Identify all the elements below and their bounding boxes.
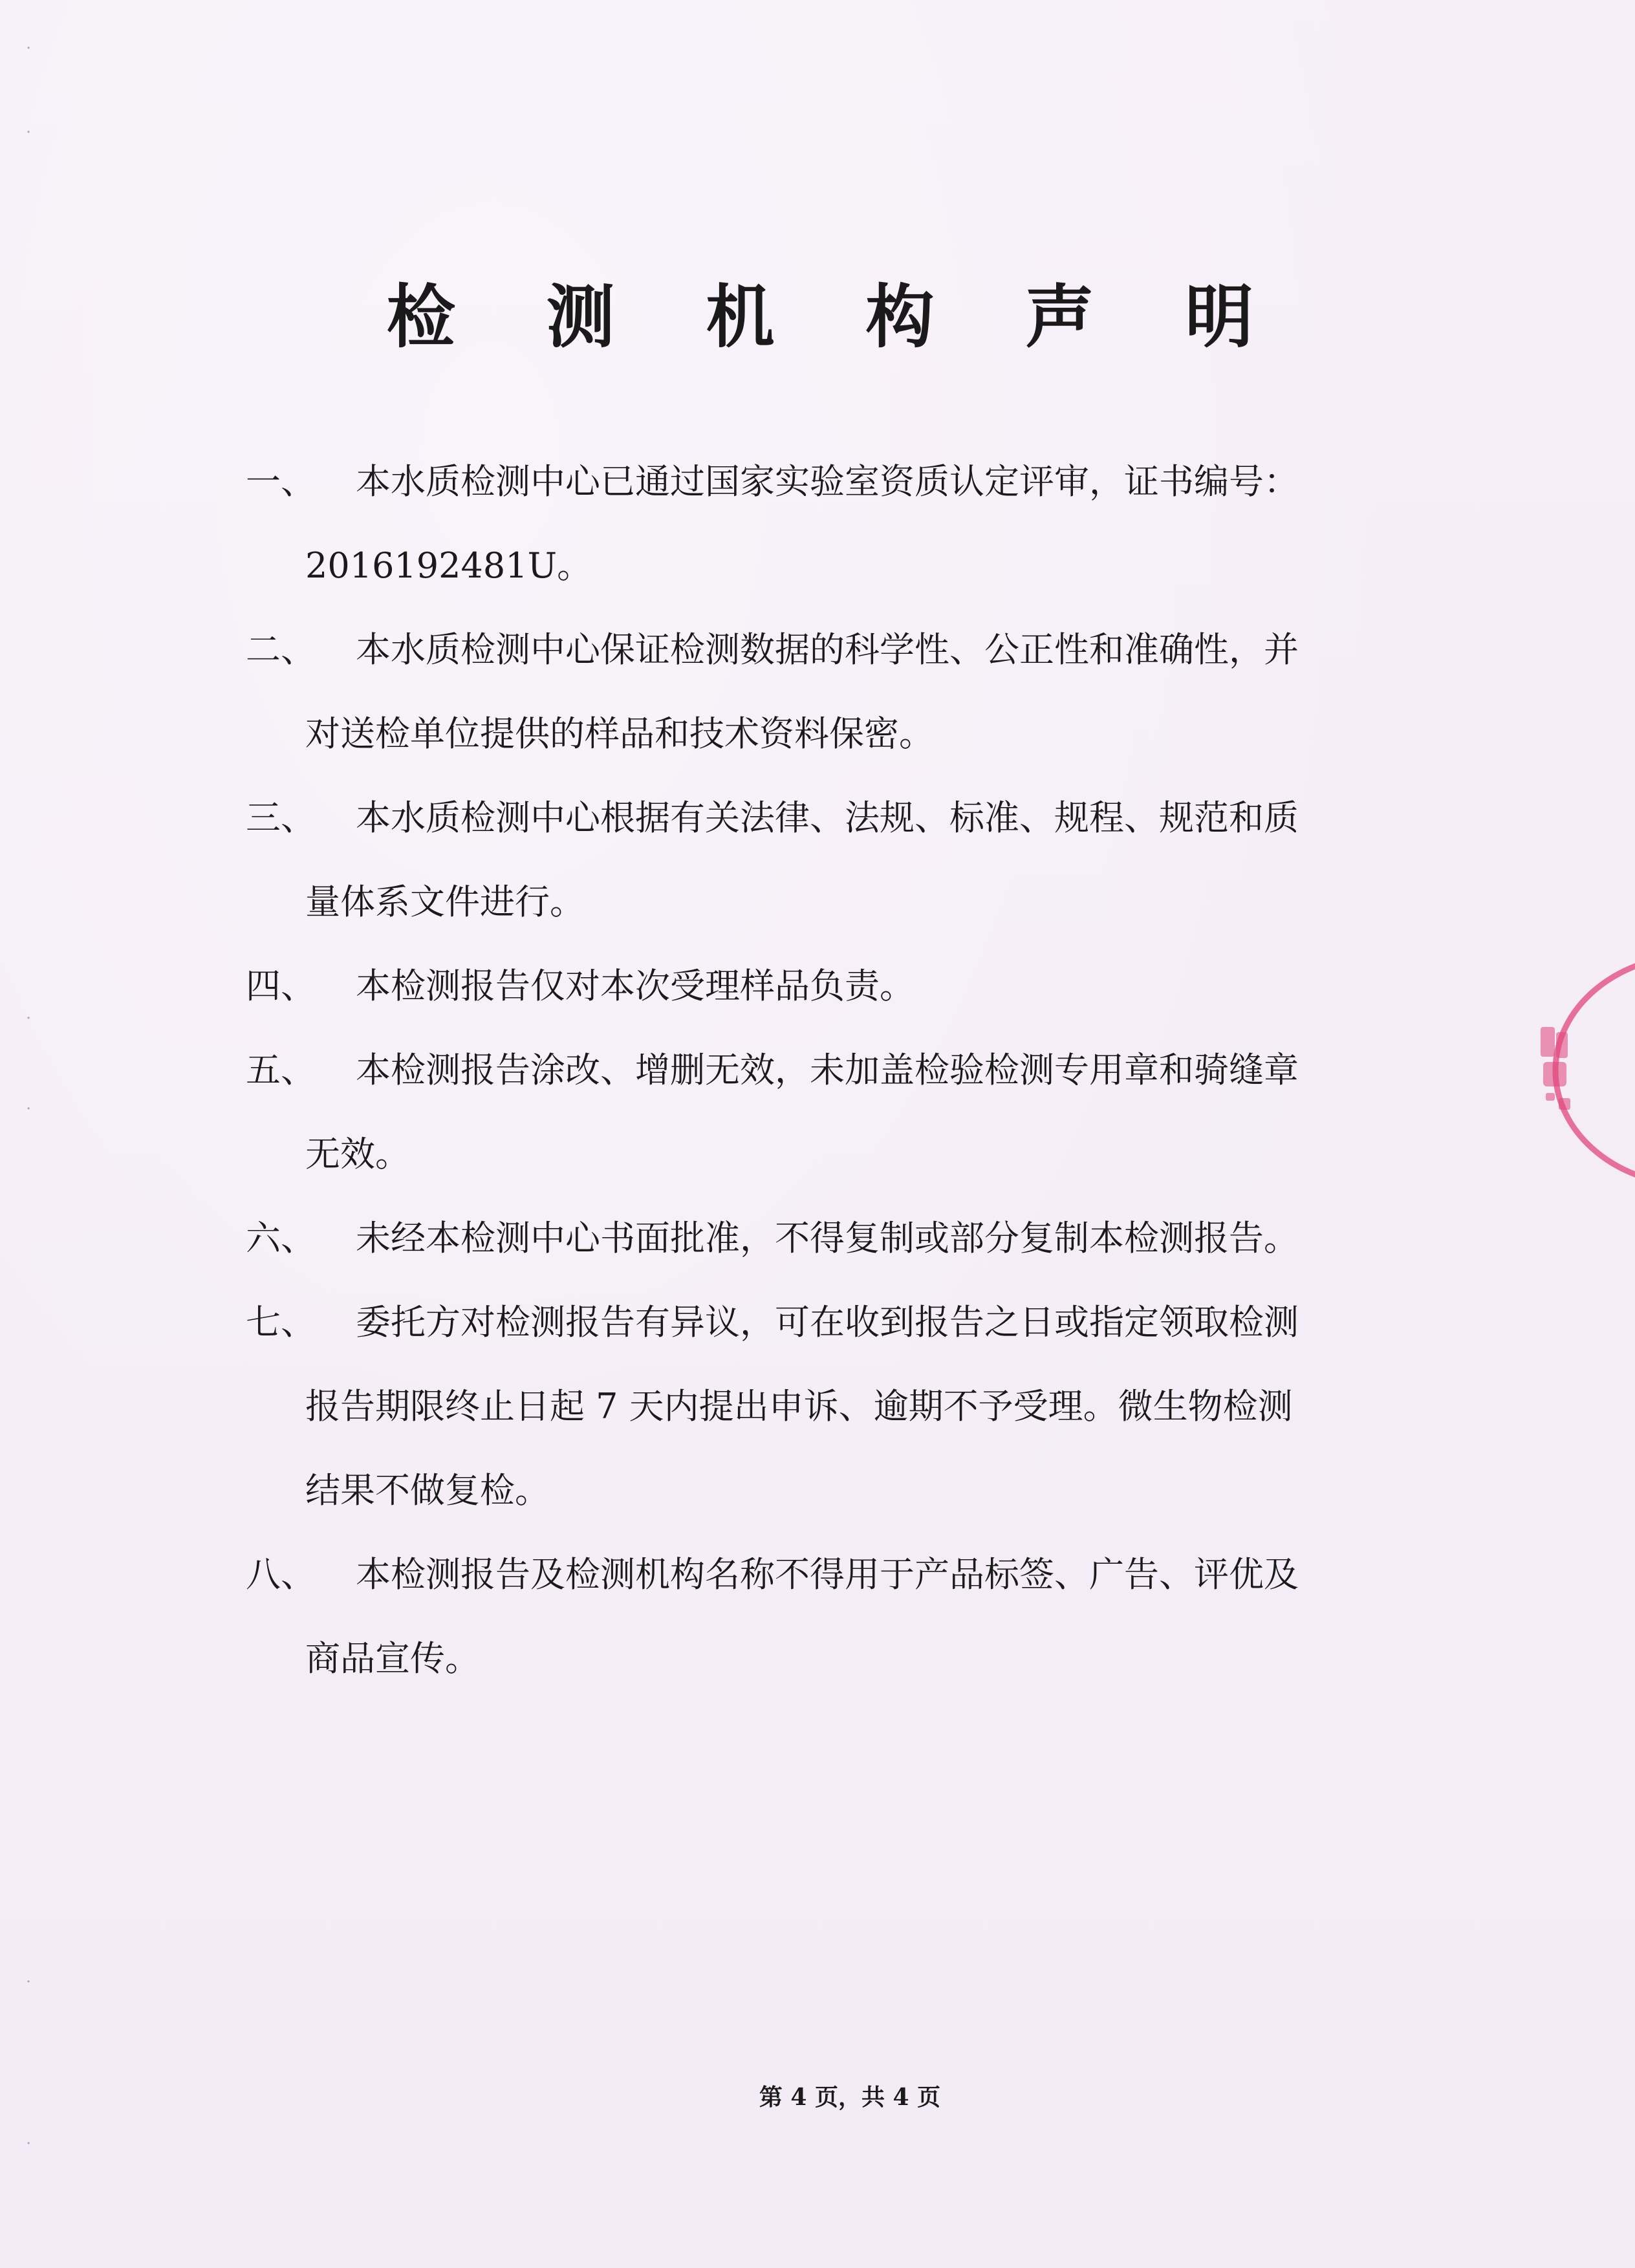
clause-text-line: 本水质检测中心保证检测数据的科学性、公正性和准确性，并 bbox=[356, 629, 1299, 670]
clause-4 bbox=[246, 944, 1358, 1028]
clause-text-line: 无效。 bbox=[305, 1134, 410, 1174]
clause-6 bbox=[246, 1196, 1358, 1280]
clause-number: 六、 bbox=[246, 1218, 316, 1258]
clause-3 bbox=[246, 776, 1358, 944]
clause-text-line: 本检测报告涂改、增删无效，未加盖检验检测专用章和骑缝章 bbox=[356, 1050, 1299, 1090]
clause-number: 五、 bbox=[246, 1050, 316, 1090]
clause-list bbox=[246, 440, 1358, 1701]
clause-7 bbox=[246, 1280, 1358, 1533]
clause-5 bbox=[246, 1028, 1358, 1196]
scan-mark: · bbox=[26, 39, 32, 58]
page-footer: 第 4 页，共 4 页 bbox=[759, 2084, 941, 2111]
clause-1 bbox=[246, 440, 1358, 608]
clause-text-line: 结果不做复检。 bbox=[305, 1470, 550, 1511]
scan-mark: · bbox=[26, 1972, 32, 1992]
clause-2 bbox=[246, 608, 1358, 776]
clause-text-line: 本检测报告仅对本次受理样品负责。 bbox=[356, 966, 915, 1006]
clause-text-line: 本检测报告及检测机构名称不得用于产品标签、广告、评优及 bbox=[356, 1554, 1299, 1595]
scan-mark: · bbox=[26, 1099, 32, 1119]
clause-number: 七、 bbox=[246, 1302, 316, 1343]
scan-mark: · bbox=[26, 123, 32, 142]
clause-text-line: 对送检单位提供的样品和技术资料保密。 bbox=[305, 713, 934, 754]
clause-text-line: 量体系文件进行。 bbox=[305, 881, 585, 922]
scan-mark: · bbox=[26, 1009, 32, 1028]
scan-mark: · bbox=[26, 2134, 32, 2154]
clause-text-line: 2016192481U。 bbox=[305, 545, 592, 586]
clause-text-line: 未经本检测中心书面批准，不得复制或部分复制本检测报告。 bbox=[356, 1218, 1299, 1258]
seal-stamp-icon bbox=[1539, 951, 1635, 1190]
clause-number: 八、 bbox=[246, 1554, 316, 1595]
clause-text-line: 商品宣传。 bbox=[305, 1638, 480, 1679]
document-title: 检 测 机 构 声 明 bbox=[386, 276, 1288, 357]
clause-text-line: 报告期限终止日起 7 天内提出申诉、逾期不予受理。微生物检测 bbox=[305, 1386, 1293, 1427]
clause-number: 二、 bbox=[246, 629, 316, 670]
clause-number: 三、 bbox=[246, 797, 316, 838]
clause-8 bbox=[246, 1533, 1358, 1701]
clause-number: 一、 bbox=[246, 461, 316, 502]
clause-text-line: 委托方对检测报告有异议，可在收到报告之日或指定领取检测 bbox=[356, 1302, 1299, 1343]
clause-number: 四、 bbox=[246, 966, 316, 1006]
clause-text-line: 本水质检测中心已通过国家实验室资质认定评审，证书编号： bbox=[356, 461, 1299, 502]
clause-text-line: 本水质检测中心根据有关法律、法规、标准、规程、规范和质 bbox=[356, 797, 1299, 838]
